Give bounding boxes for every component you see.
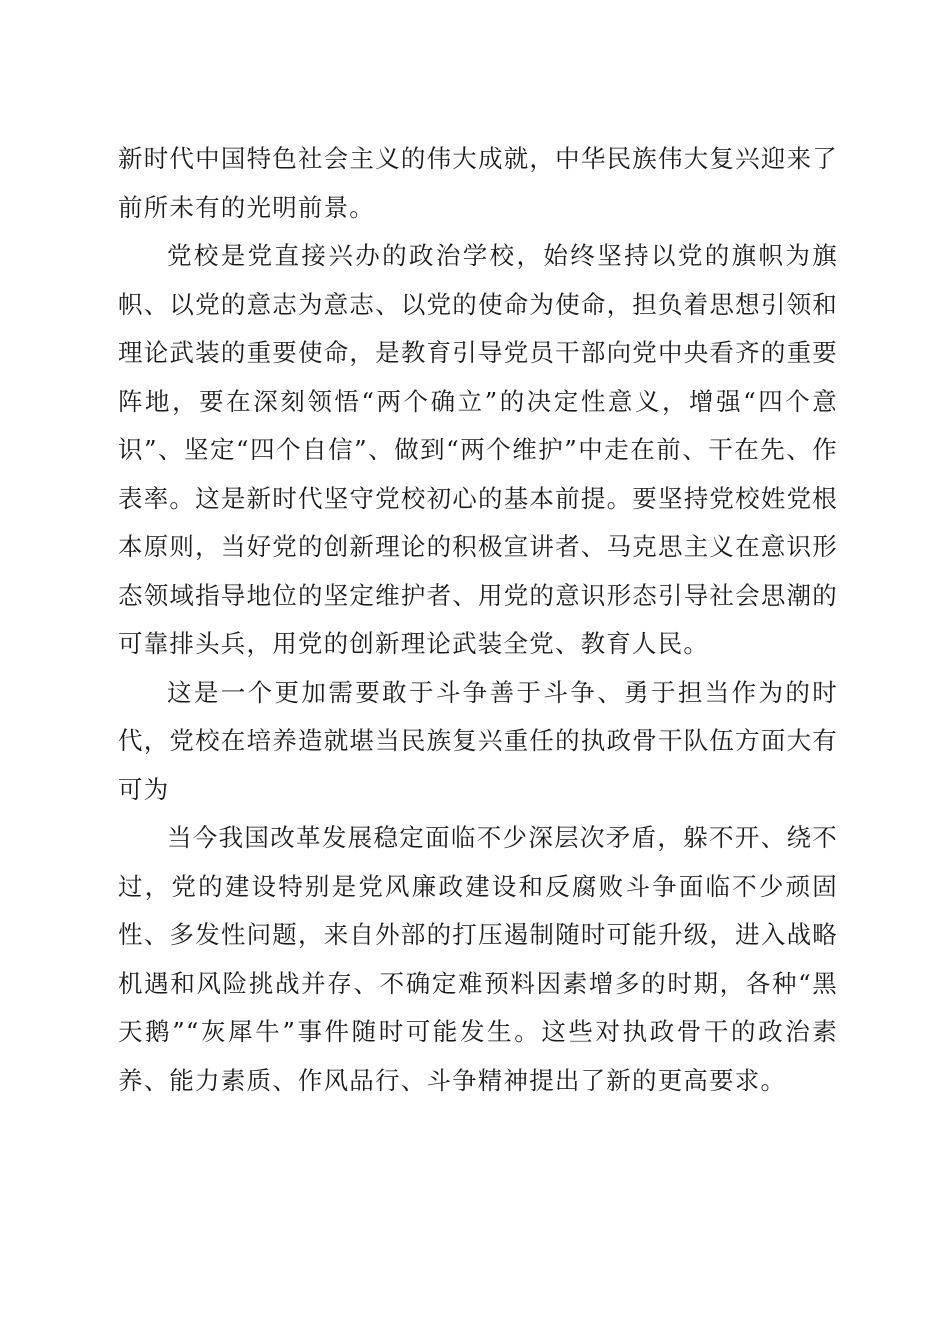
paragraph-challenges: 当今我国改革发展稳定面临不少深层次矛盾，躲不开、绕不过，党的建设特别是党风廉政建设和反腐败斗争面临不少顽固性、多发性问题，来自外部的打压遏制随时可能升级，进入战略机遇和风险挑战并存、不确定难预料因素增多的时期，各种“黑天鹅”“灰犀牛”事件随时可能发生。这些对执政骨干的政治素养、能力素质、作风品行、斗争精神提出了新的更高要求。	[118, 823, 838, 1095]
paragraph-party-school-mission: 党校是党直接兴办的政治学校，始终坚持以党的旗帜为旗帜、以党的意志为意志、以党的使命为使命，担负着思想引领和理论武装的重要使命，是教育引导党员干部向党中央看齐的重要阵地，要在深刻领悟“两个确立”的决定性意义，增强“四个意识”、坚定“四个自信”、做到“两个维护”中走在前、干在先、作表率。这是新时代坚守党校初心的基本前提。要坚持党校姓党根本原则，当好党的创新理论的积极宣讲者、马克思主义在意识形态领域指导地位的坚定维护者、用党的意识形态引导社会思潮的可靠排头兵，用党的创新理论武装全党、教育人民。	[118, 241, 838, 658]
paragraph-era-of-struggle: 这是一个更加需要敢于斗争善于斗争、勇于担当作为的时代，党校在培养造就堪当民族复兴重任的执政骨干队伍方面大有可为	[118, 677, 838, 804]
document-body	[118, 135, 838, 1105]
paragraph-continuation: 新时代中国特色社会主义的伟大成就，中华民族伟大复兴迎来了前所未有的光明前景。	[118, 144, 838, 222]
